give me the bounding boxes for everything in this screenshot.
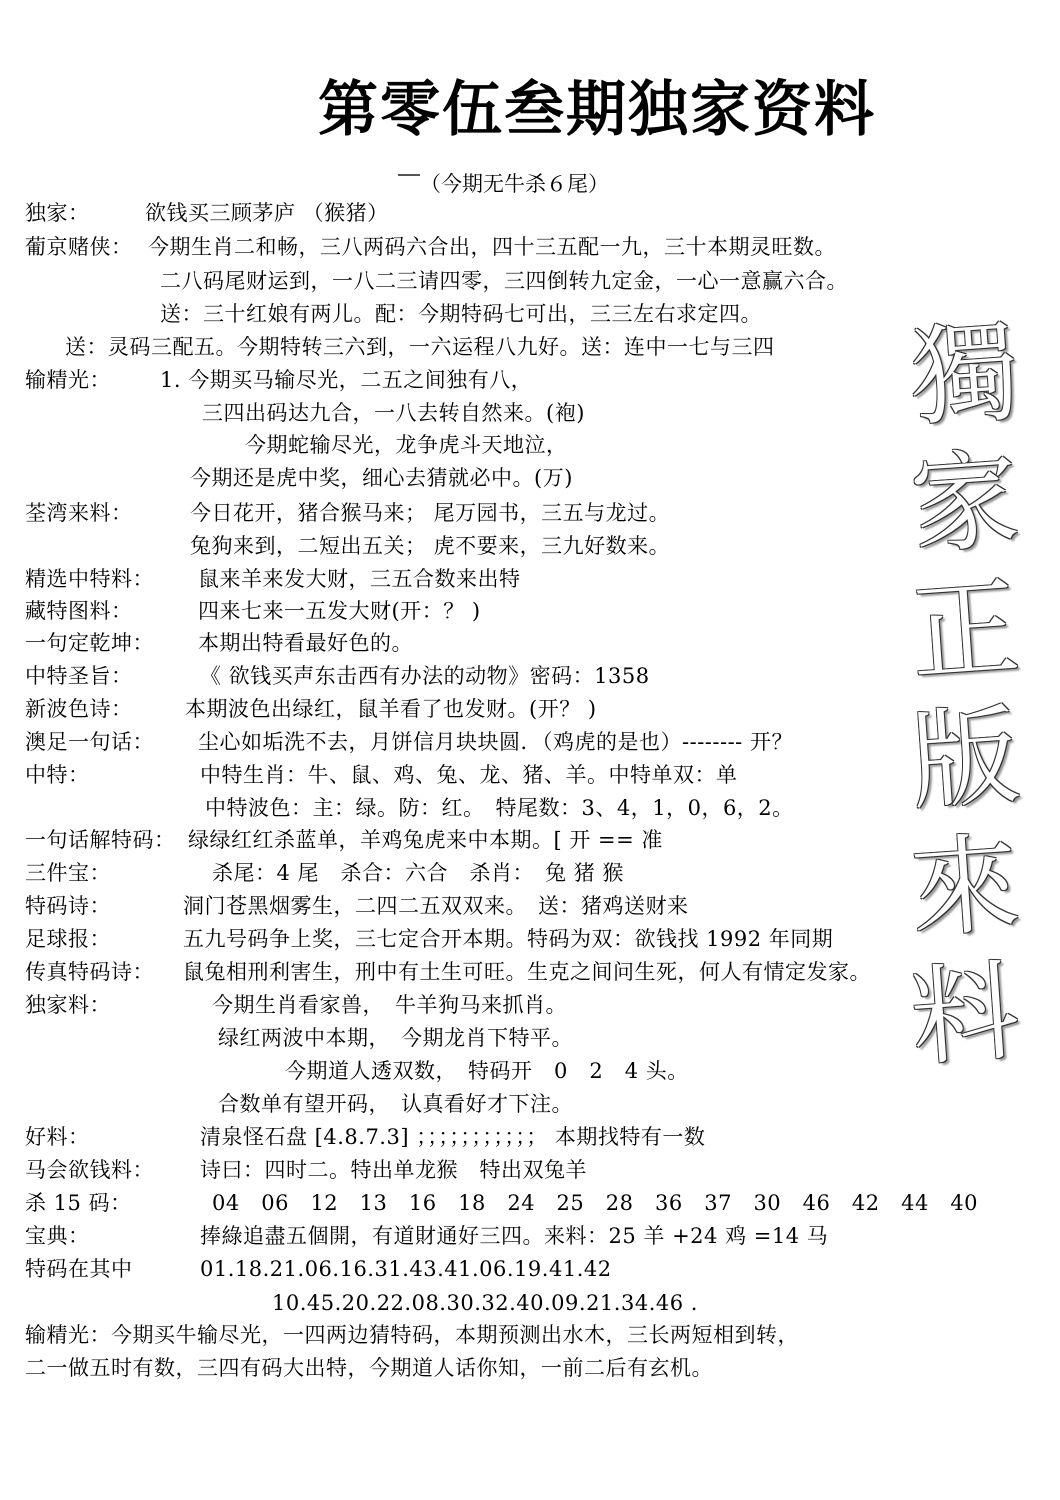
row-text: 捧綠追盡五個開，有道財通好三四。来料：25 羊 +24 鸡 =14 马 [200, 1224, 829, 1248]
row-label: 宝典： [25, 1224, 90, 1248]
row-text: 欲钱买三顾茅庐 （猴猪） [145, 201, 389, 225]
row-text: 今期还是虎中奖，细心去猜就必中。(万) [190, 466, 573, 490]
row-text: 本期出特看最好色的。 [198, 631, 413, 655]
row-label: 足球报： [25, 927, 111, 951]
watermark-char: 版 [906, 693, 1024, 826]
row-label: 一句话解特码： [25, 828, 176, 852]
row-text: 绿红两波中本期， 今期龙肖下特平。 [218, 1026, 573, 1050]
row-text: 鼠来羊来发大财，三五合数来出特 [198, 567, 521, 591]
row-text: 四来七来一五发大财(开：？ ) [198, 599, 481, 623]
row-text: 杀尾：4 尾 杀合：六合 杀肖： 兔 猪 猴 [212, 861, 624, 885]
row-label: 三件宝： [25, 861, 111, 885]
row-label: 传真特码诗： [25, 960, 154, 984]
row-text: 今期道人透双数， 特码开 0 2 4 头。 [285, 1059, 689, 1083]
row-label: 葡京赌侠： [25, 235, 133, 259]
row-text: 04 06 12 13 16 18 24 25 28 36 37 30 46 42 44 40 [212, 1191, 979, 1215]
row-label: 输精光： [25, 368, 111, 392]
row-label: 荃湾来料： [25, 501, 133, 525]
row-text: 合数单有望开码， 认真看好才下注。 [218, 1092, 573, 1116]
row-label: 一句定乾坤： [25, 631, 154, 655]
row-label: 藏特图料： [25, 599, 133, 623]
row-text: 三四出码达九合，一八去转自然来。(袍) [202, 401, 585, 425]
row-text: 洞门苍黑烟雾生，二四二五双双来。 送：猪鸡送财来 [183, 894, 689, 918]
row-label: 马会欲钱料： [25, 1158, 154, 1182]
row-text: 10.45.20.22.08.30.32.40.09.21.34.46 . [272, 1291, 698, 1315]
row-text: 送：灵码三配五。今期特转三六到，一六运程八九好。送：连中一七与三四 [65, 335, 775, 359]
row-text: 兔狗来到，二短出五关； 虎不要来，三九好数来。 [190, 534, 671, 558]
row-text: 1. 今期买马输尽光，二五之间独有八， [160, 368, 533, 392]
row-label: 澳足一句话： [25, 730, 154, 754]
subtitle-dash [398, 174, 420, 178]
row-text: 鼠兔相刑利害生，刑中有土生可旺。生克之间问生死，何人有情定发家。 [183, 960, 871, 984]
row-text: 二一做五时有数，三四有码大出特，今期道人话你知，一前二后有玄机。 [25, 1356, 713, 1380]
row-text: 今期蛇输尽光，龙争虎斗天地泣， [245, 433, 568, 457]
row-text: 中特生肖：牛、鼠、鸡、兔、龙、猪、羊。中特单双：单 [200, 763, 738, 787]
page-title: 第零伍叁期独家资料 [318, 75, 876, 145]
watermark-char: 獨 [906, 309, 1024, 442]
row-text: 今期生肖看家兽， 牛羊狗马来抓肖。 [212, 993, 567, 1017]
row-text: 今期生肖二和畅，三八两码六合出，四十三五配一九，三十本期灵旺数。 [148, 235, 836, 259]
row-text: 清泉怪石盘 [4.8.7.3] ；；；；；；；；；；； 本期找特有一数 [200, 1125, 706, 1149]
row-label: 独家料： [25, 993, 111, 1017]
row-text: 五九号码争上奖，三七定合开本期。特码为双：欲钱找 1992 年同期 [183, 927, 834, 951]
row-text: 尘心如垢洗不去，月饼信月块块圆．（鸡虎的是也）-------- 开？ [198, 730, 793, 754]
row-text: 二八码尾财运到，一八二三请四零，三四倒转九定金，一心一意赢六合。 [160, 269, 848, 293]
watermark-stamp [890, 309, 1040, 1082]
watermark-char: 正 [906, 565, 1024, 698]
row-label: 新波色诗： [25, 697, 133, 721]
row-text: 绿绿红红杀蓝单，羊鸡兔虎来中本期。[ 开 == 准 [188, 828, 663, 852]
subtitle: （今期无牛杀６尾） [420, 172, 609, 196]
row-text: 送：三十红娘有两儿。配：今期特码七可出，三三左右求定四。 [160, 302, 762, 326]
row-text: 本期波色出绿红，鼠羊看了也发财。(开？ ) [185, 697, 597, 721]
row-text: 01.18.21.06.16.31.43.41.06.19.41.42 [200, 1257, 612, 1281]
row-label: 精选中特料： [25, 567, 154, 591]
watermark-char: 來 [906, 821, 1024, 954]
row-text: 今日花开，猪合猴马来； 尾万园书，三五与龙过。 [190, 501, 671, 525]
watermark-char: 家 [906, 437, 1024, 570]
row-label: 杀 15 码： [25, 1191, 132, 1215]
row-label: 中特： [25, 763, 90, 787]
row-label: 特码在其中 [25, 1257, 133, 1281]
row-label: 好料： [25, 1125, 90, 1149]
row-text: 输精光：今期买牛输尽光，一四两边猜特码，本期预测出水木，三长两短相到转， [25, 1323, 799, 1347]
row-label: 中特圣旨： [25, 664, 133, 688]
row-text: 诗曰：四时二。特出单龙猴 特出双兔羊 [200, 1158, 587, 1182]
row-text: 《 欲钱买声东击西有办法的动物》密码：1358 [200, 664, 650, 688]
watermark-char: 料 [906, 949, 1024, 1082]
row-text: 中特波色：主：绿。防：红。 特尾数：3、4，1，0，6，2。 [205, 796, 794, 820]
row-label: 特码诗： [25, 894, 111, 918]
row-label: 独家： [25, 201, 90, 225]
